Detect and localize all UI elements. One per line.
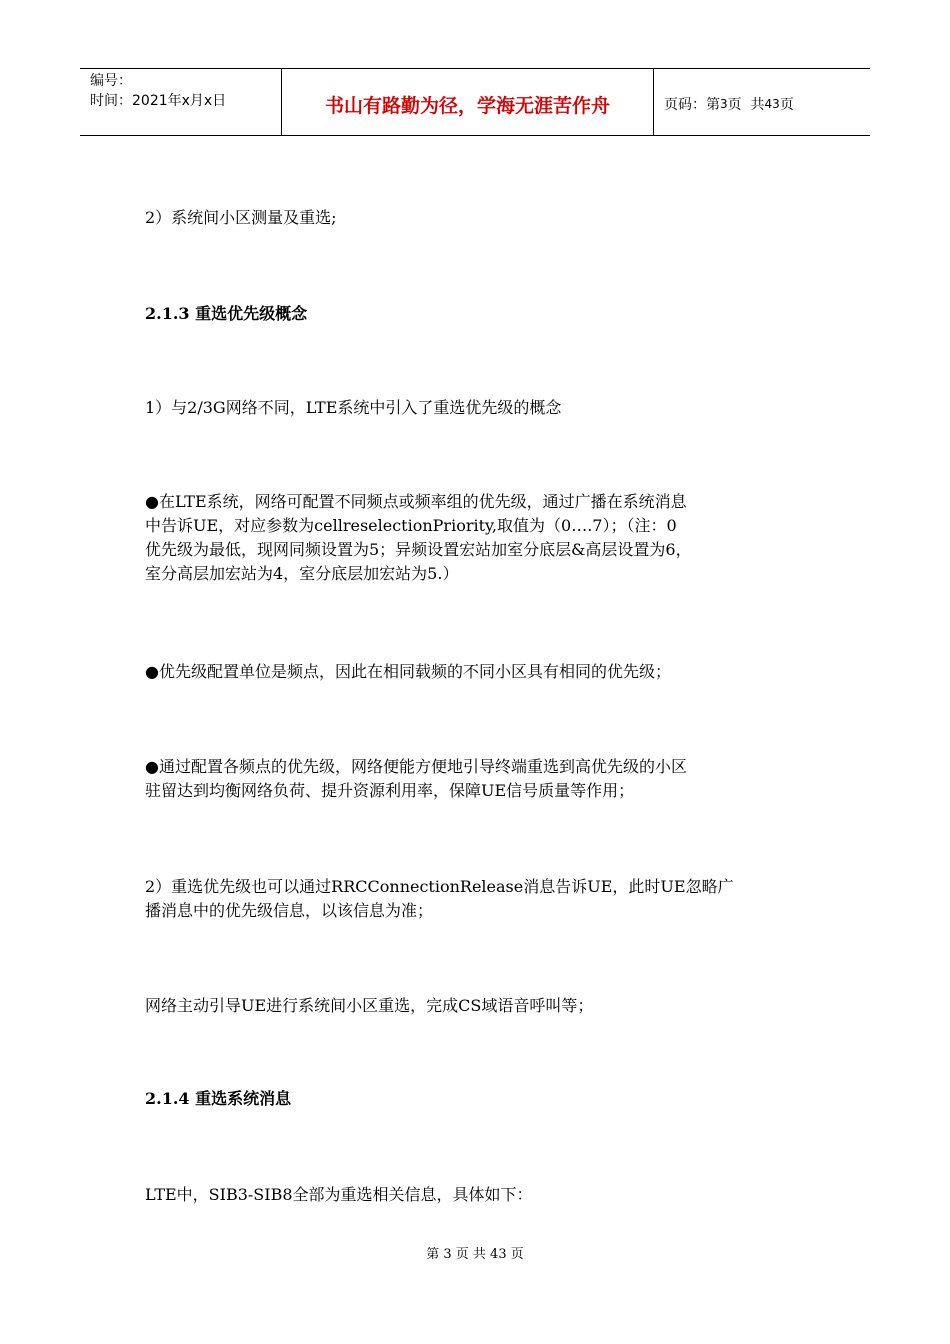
paragraph-sib-info: LTE中，SIB3-SIB8全部为重选相关信息，具体如下： [145, 1185, 533, 1204]
text-line: ●在LTE系统，网络可配置不同频点或频率组的优先级，通过广播在系统消息 [145, 492, 687, 511]
text-line: 播消息中的优先级信息，以该信息为准； [145, 901, 434, 920]
text-line: ●通过配置各频点的优先级，网络便能方便地引导终端重选到高优先级的小区 [145, 757, 687, 776]
paragraph-priority-benefit [145, 755, 815, 803]
page-current: 3 [720, 97, 728, 111]
header-page-info [654, 69, 870, 135]
page-total: 43 [764, 97, 780, 111]
header-motto: 书山有路勤为径，学海无涯苦作舟 [282, 69, 654, 135]
text-line: 室分高层加宏站为4，室分底层加宏站为5.） [145, 564, 459, 583]
time-label: 时间：2021年x月x日 [90, 93, 227, 109]
section-heading-2-1-3: 2.1.3 重选优先级概念 [145, 304, 308, 323]
paragraph-priority-config [145, 490, 815, 586]
text-line: 驻留达到均衡网络负荷、提升资源利用率，保障UE信号质量等作用； [145, 781, 635, 800]
text-line: 2）重选优先级也可以通过RRCConnectionRelease消息告诉UE，此时UE忽略广 [145, 877, 734, 896]
text-line: 优先级为最低，现网同频设置为5；异频设置宏站加室分底层&高层设置为6， [145, 540, 692, 559]
header-meta [80, 69, 282, 135]
number-label: 编号： [90, 73, 132, 89]
page-mid: 页 共 [727, 97, 765, 113]
paragraph-intersystem: 2）系统间小区测量及重选; [145, 208, 337, 227]
paragraph-network-guidance: 网络主动引导UE进行系统间小区重选，完成CS域语音呼叫等； [145, 996, 594, 1015]
paragraph-priority-intro: 1）与2/3G网络不同，LTE系统中引入了重选优先级的概念 [145, 398, 562, 417]
page-suffix: 页 [779, 97, 794, 113]
text-line: 中告诉UE，对应参数为cellreselectionPriority,取值为（0….7）；（注：0 [145, 516, 677, 535]
section-heading-2-1-4: 2.1.4 重选系统消息 [145, 1089, 292, 1108]
paragraph-rrc-release [145, 875, 815, 923]
document-header [80, 68, 870, 136]
page-footer: 第 3 页 共 43 页 [426, 1247, 524, 1262]
page-prefix: 页码：第 [664, 97, 720, 113]
paragraph-priority-unit: ●优先级配置单位是频点，因此在相同载频的不同小区具有相同的优先级； [145, 662, 671, 681]
